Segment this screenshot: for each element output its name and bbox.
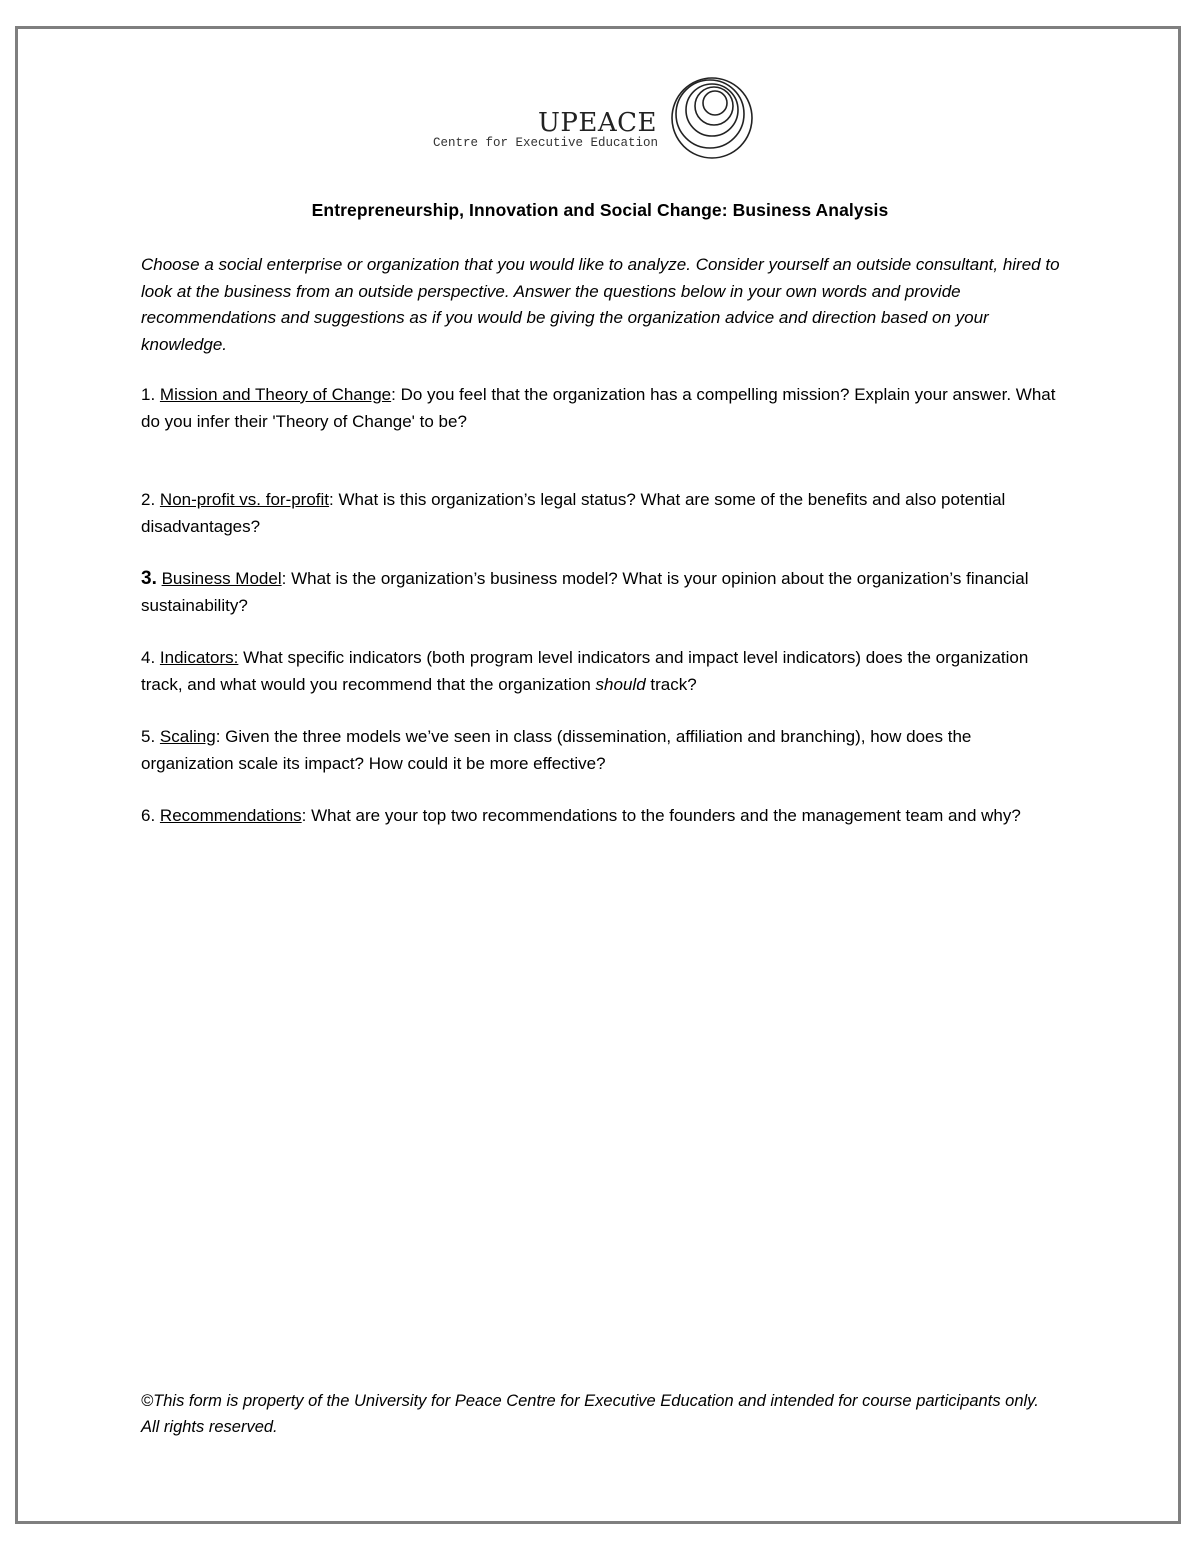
logo-subtitle: Centre for Executive Education [433,136,659,150]
question-label: Indicators: [159,648,239,667]
question-number: 5. [141,727,156,746]
question-text: What specific indicators (both program level indicators and impact level indicators) does the organization track, and what would you recommend that the organization [141,648,1029,694]
question-5 [141,724,1066,777]
question-label: Non-profit vs. for-profit [159,490,330,509]
question-2 [141,487,1066,540]
question-text-end: track? [645,674,697,694]
question-4 [141,645,1066,698]
question-label: Business Model [161,569,282,588]
question-text: What are your top two recommendations to the founders and the management team and why? [306,806,1021,825]
question-text: Do you feel that the organization has a compelling mission? Explain your answer. What do you infer their 'Theory of Change' to be? [141,385,1056,431]
question-3 [141,566,1066,619]
question-text: What is the organization’s business model? What is your opinion about the organization’s financial sustainability? [141,569,1029,615]
upeace-logo [430,70,775,170]
question-1 [141,382,1066,435]
question-number: 4. [141,648,156,667]
question-label-colon: : [329,490,334,509]
document-title: Entrepreneurship, Innovation and Social Change: Business Analysis [311,200,889,220]
question-number: 6. [141,806,156,825]
question-text: What is this organization’s legal status? What are some of the benefits and also potential disadvantages? [141,490,1006,536]
question-label-colon: : [301,806,307,825]
question-number: 2. [141,490,156,509]
question-label: Recommendations [159,806,302,825]
question-emphasis: should [595,674,646,694]
question-label-colon: : [391,385,396,404]
question-label: Mission and Theory of Change [159,385,392,404]
concentric-circles-icon [670,70,770,170]
logo-wordmark: UPEACE [538,108,658,138]
copyright-footer: ©This form is property of the University for Peace Centre for Executive Education and intended for course participants only. All rights reserved. [141,1392,1039,1436]
question-number: 1. [141,385,156,404]
document-body [141,252,1066,856]
question-6 [141,803,1066,830]
question-number: 3. [141,568,157,589]
question-label-colon: : [215,727,221,746]
intro-paragraph: Choose a social enterprise or organization that you would like to analyze. Consider yourself an outside consultant, hired to look at the business from an outside perspective. Answer the questions below in your own words and provide recommendations and suggestions as if you would be giving the organization advice and direction based on your knowledge. [141,255,1060,354]
question-text: Given the three models we’ve seen in class (dissemination, affiliation and branching), how does the organization scale its impact? How could it be more effective? [141,727,972,773]
question-label: Scaling [159,727,216,746]
question-label-colon: : [281,569,287,588]
